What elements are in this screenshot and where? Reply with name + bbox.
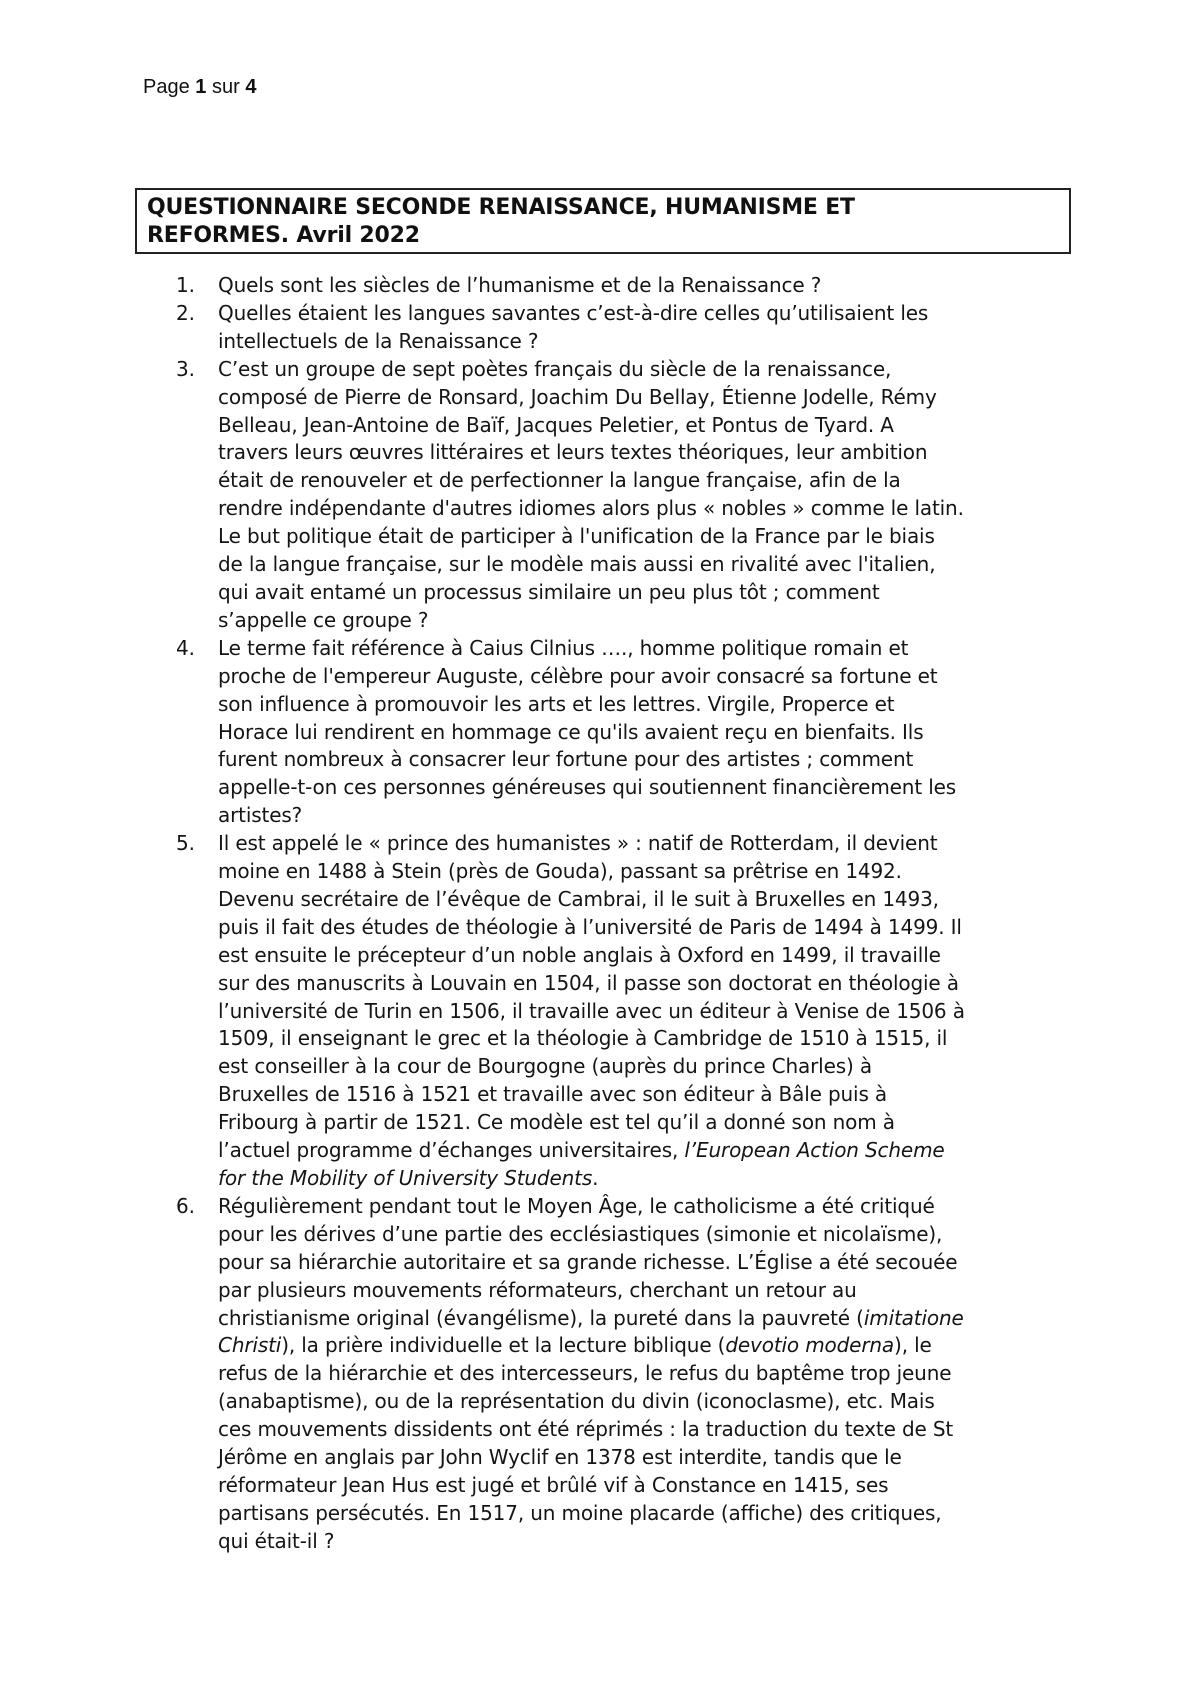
question-text-line: Fribourg à partir de 1521. Ce modèle est tel qu’il a donné son nom à	[218, 1110, 895, 1135]
question-text-line: refus de la hiérarchie et des intercesseurs, le refus du baptême trop jeune	[218, 1361, 952, 1386]
question-text-line-mixed	[218, 1137, 1082, 1165]
question-text-line: furent nombreux à consacrer leur fortune pour des artistes ; comment	[218, 747, 914, 772]
question-text-line: C’est un groupe de sept poètes français du siècle de la renaissance,	[218, 356, 892, 381]
question-text-line: était de renouveler et de perfectionner la langue française, afin de la	[218, 468, 901, 493]
question-number: 2.	[176, 300, 195, 325]
question-text-line: intellectuels de la Renaissance ?	[218, 328, 539, 353]
question-text-line: travers leurs œuvres littéraires et leurs textes théoriques, leur ambition	[218, 440, 928, 465]
title-line-2: REFORMES. Avril 2022	[147, 223, 420, 248]
question-item-5	[176, 830, 1082, 1193]
questions-list	[176, 272, 1082, 1556]
current-page-number: 1	[195, 76, 207, 98]
question-text-line-mixed	[218, 1165, 1082, 1193]
question-item-1	[176, 272, 1082, 300]
question-text-line: puis il fait des études de théologie à l’université de Paris de 1494 à 1499. Il	[218, 914, 962, 939]
question-number: 3.	[176, 356, 195, 381]
question-text-line: est ensuite le précepteur d’un noble anglais à Oxford en 1499, il travaille	[218, 942, 941, 967]
question-text-line: Horace lui rendirent en hommage ce qu'ils avaient reçu en bienfaits. Ils	[218, 719, 924, 744]
question-text-line: Quelles étaient les langues savantes c’est-à-dire celles qu’utilisaient les	[218, 300, 929, 325]
question-text-line: Belleau, Jean-Antoine de Baïf, Jacques Peletier, et Pontus de Tyard. A	[218, 412, 894, 437]
question-number: 4.	[176, 635, 195, 660]
question-text-line: pour les dérives d’une partie des ecclésiastiques (simonie et nicolaïsme),	[218, 1221, 943, 1246]
question-text-line: Jérôme en anglais par John Wyclif en 1378 est interdite, tandis que le	[218, 1445, 902, 1470]
question-text-line: Il est appelé le « prince des humanistes » : natif de Rotterdam, il devient	[218, 831, 938, 856]
question-number: 1.	[176, 273, 195, 297]
question-text-fragment: l’actuel programme d’échanges universitaires,	[218, 1138, 685, 1163]
question-text-line: proche de l'empereur Auguste, célèbre pour avoir consacré sa fortune et	[218, 663, 938, 688]
italic-latin-term: Christi	[218, 1333, 282, 1358]
question-text-line: ces mouvements dissidents ont été réprimés : la traduction du texte de St	[218, 1417, 954, 1442]
question-text-line: l’université de Turin en 1506, il travaille avec un éditeur à Venise de 1506 à	[218, 998, 965, 1023]
question-text-line: appelle-t-on ces personnes généreuses qui soutiennent financièrement les	[218, 775, 957, 800]
question-text-line: Le but politique était de participer à l'unification de la France par le biais	[218, 524, 935, 549]
italic-latin-term: devotio moderna	[725, 1333, 895, 1358]
page-header	[143, 76, 256, 99]
question-text-line: composé de Pierre de Ronsard, Joachim Du Bellay, Étienne Jodelle, Rémy	[218, 384, 937, 409]
question-text-line-mixed	[218, 1332, 1082, 1360]
question-text-line: s’appelle ce groupe ?	[218, 607, 429, 632]
question-text-line: artistes?	[218, 803, 303, 828]
total-pages-number: 4	[245, 76, 257, 98]
question-text-line: pour sa hiérarchie autoritaire et sa grande richesse. L’Église a été secouée	[218, 1249, 958, 1274]
question-text-line: (anabaptisme), ou de la représentation du divin (iconoclasme), etc. Mais	[218, 1389, 935, 1414]
question-text-fragment: christianisme original (évangélisme), la pureté dans la pauvreté (	[218, 1305, 864, 1330]
italic-program-name: for the Mobility of University Students	[218, 1166, 593, 1190]
question-text-line: Le terme fait référence à Caius Cilnius …., homme politique romain et	[218, 635, 909, 660]
question-text-line-mixed	[218, 1305, 1082, 1333]
question-item-3	[176, 356, 1082, 635]
question-text-line: par plusieurs mouvements réformateurs, cherchant un retour au	[218, 1277, 857, 1302]
question-text-line: rendre indépendante d'autres idiomes alors plus « nobles » comme le latin.	[218, 496, 964, 521]
question-text-line: qui était-il ?	[218, 1528, 335, 1553]
question-number: 6.	[176, 1193, 195, 1218]
question-text-line: Régulièrement pendant tout le Moyen Âge, le catholicisme a été critiqué	[218, 1193, 935, 1218]
question-item-6	[176, 1193, 1082, 1556]
question-text-line: 1509, il enseignant le grec et la théologie à Cambridge de 1510 à 1515, il	[218, 1026, 948, 1051]
question-text-line: Devenu secrétaire de l’évêque de Cambrai, il le suit à Bruxelles en 1493,	[218, 886, 939, 911]
question-text-line: son influence à promouvoir les arts et les lettres. Virgile, Properce et	[218, 691, 895, 716]
title-line-1: QUESTIONNAIRE SECONDE RENAISSANCE, HUMANISME ET	[147, 195, 855, 220]
page-label: Page	[143, 76, 190, 98]
question-text-fragment: ), la prière individuelle et la lecture biblique (	[281, 1333, 726, 1358]
document-title-box	[135, 188, 1071, 254]
question-text-line: sur des manuscrits à Louvain en 1504, il passe son doctorat en théologie à	[218, 970, 959, 995]
question-item-4	[176, 635, 1082, 830]
italic-program-name: l’European Action Scheme	[684, 1138, 945, 1163]
question-text-line: Bruxelles de 1516 à 1521 et travaille avec son éditeur à Bâle puis à	[218, 1082, 888, 1107]
question-text-fragment: ), le	[894, 1333, 932, 1358]
question-text-line: de la langue française, sur le modèle mais aussi en rivalité avec l'italien,	[218, 552, 936, 577]
question-text-line: Quels sont les siècles de l’humanisme et de la Renaissance ?	[218, 273, 822, 297]
question-text-line: est conseiller à la cour de Bourgogne (auprès du prince Charles) à	[218, 1054, 872, 1079]
question-text-line: partisans persécutés. En 1517, un moine placarde (affiche) des critiques,	[218, 1500, 942, 1525]
question-text-fragment: .	[592, 1166, 599, 1190]
question-item-2	[176, 300, 1082, 356]
italic-latin-term: imitatione	[863, 1305, 964, 1330]
question-number: 5.	[176, 831, 195, 856]
question-text-line: qui avait entamé un processus similaire un peu plus tôt ; comment	[218, 579, 880, 604]
question-text-line: moine en 1488 à Stein (près de Gouda), passant sa prêtrise en 1492.	[218, 859, 902, 884]
page-sur-label: sur	[211, 76, 240, 98]
question-text-line: réformateur Jean Hus est jugé et brûlé vif à Constance en 1415, ses	[218, 1472, 889, 1497]
